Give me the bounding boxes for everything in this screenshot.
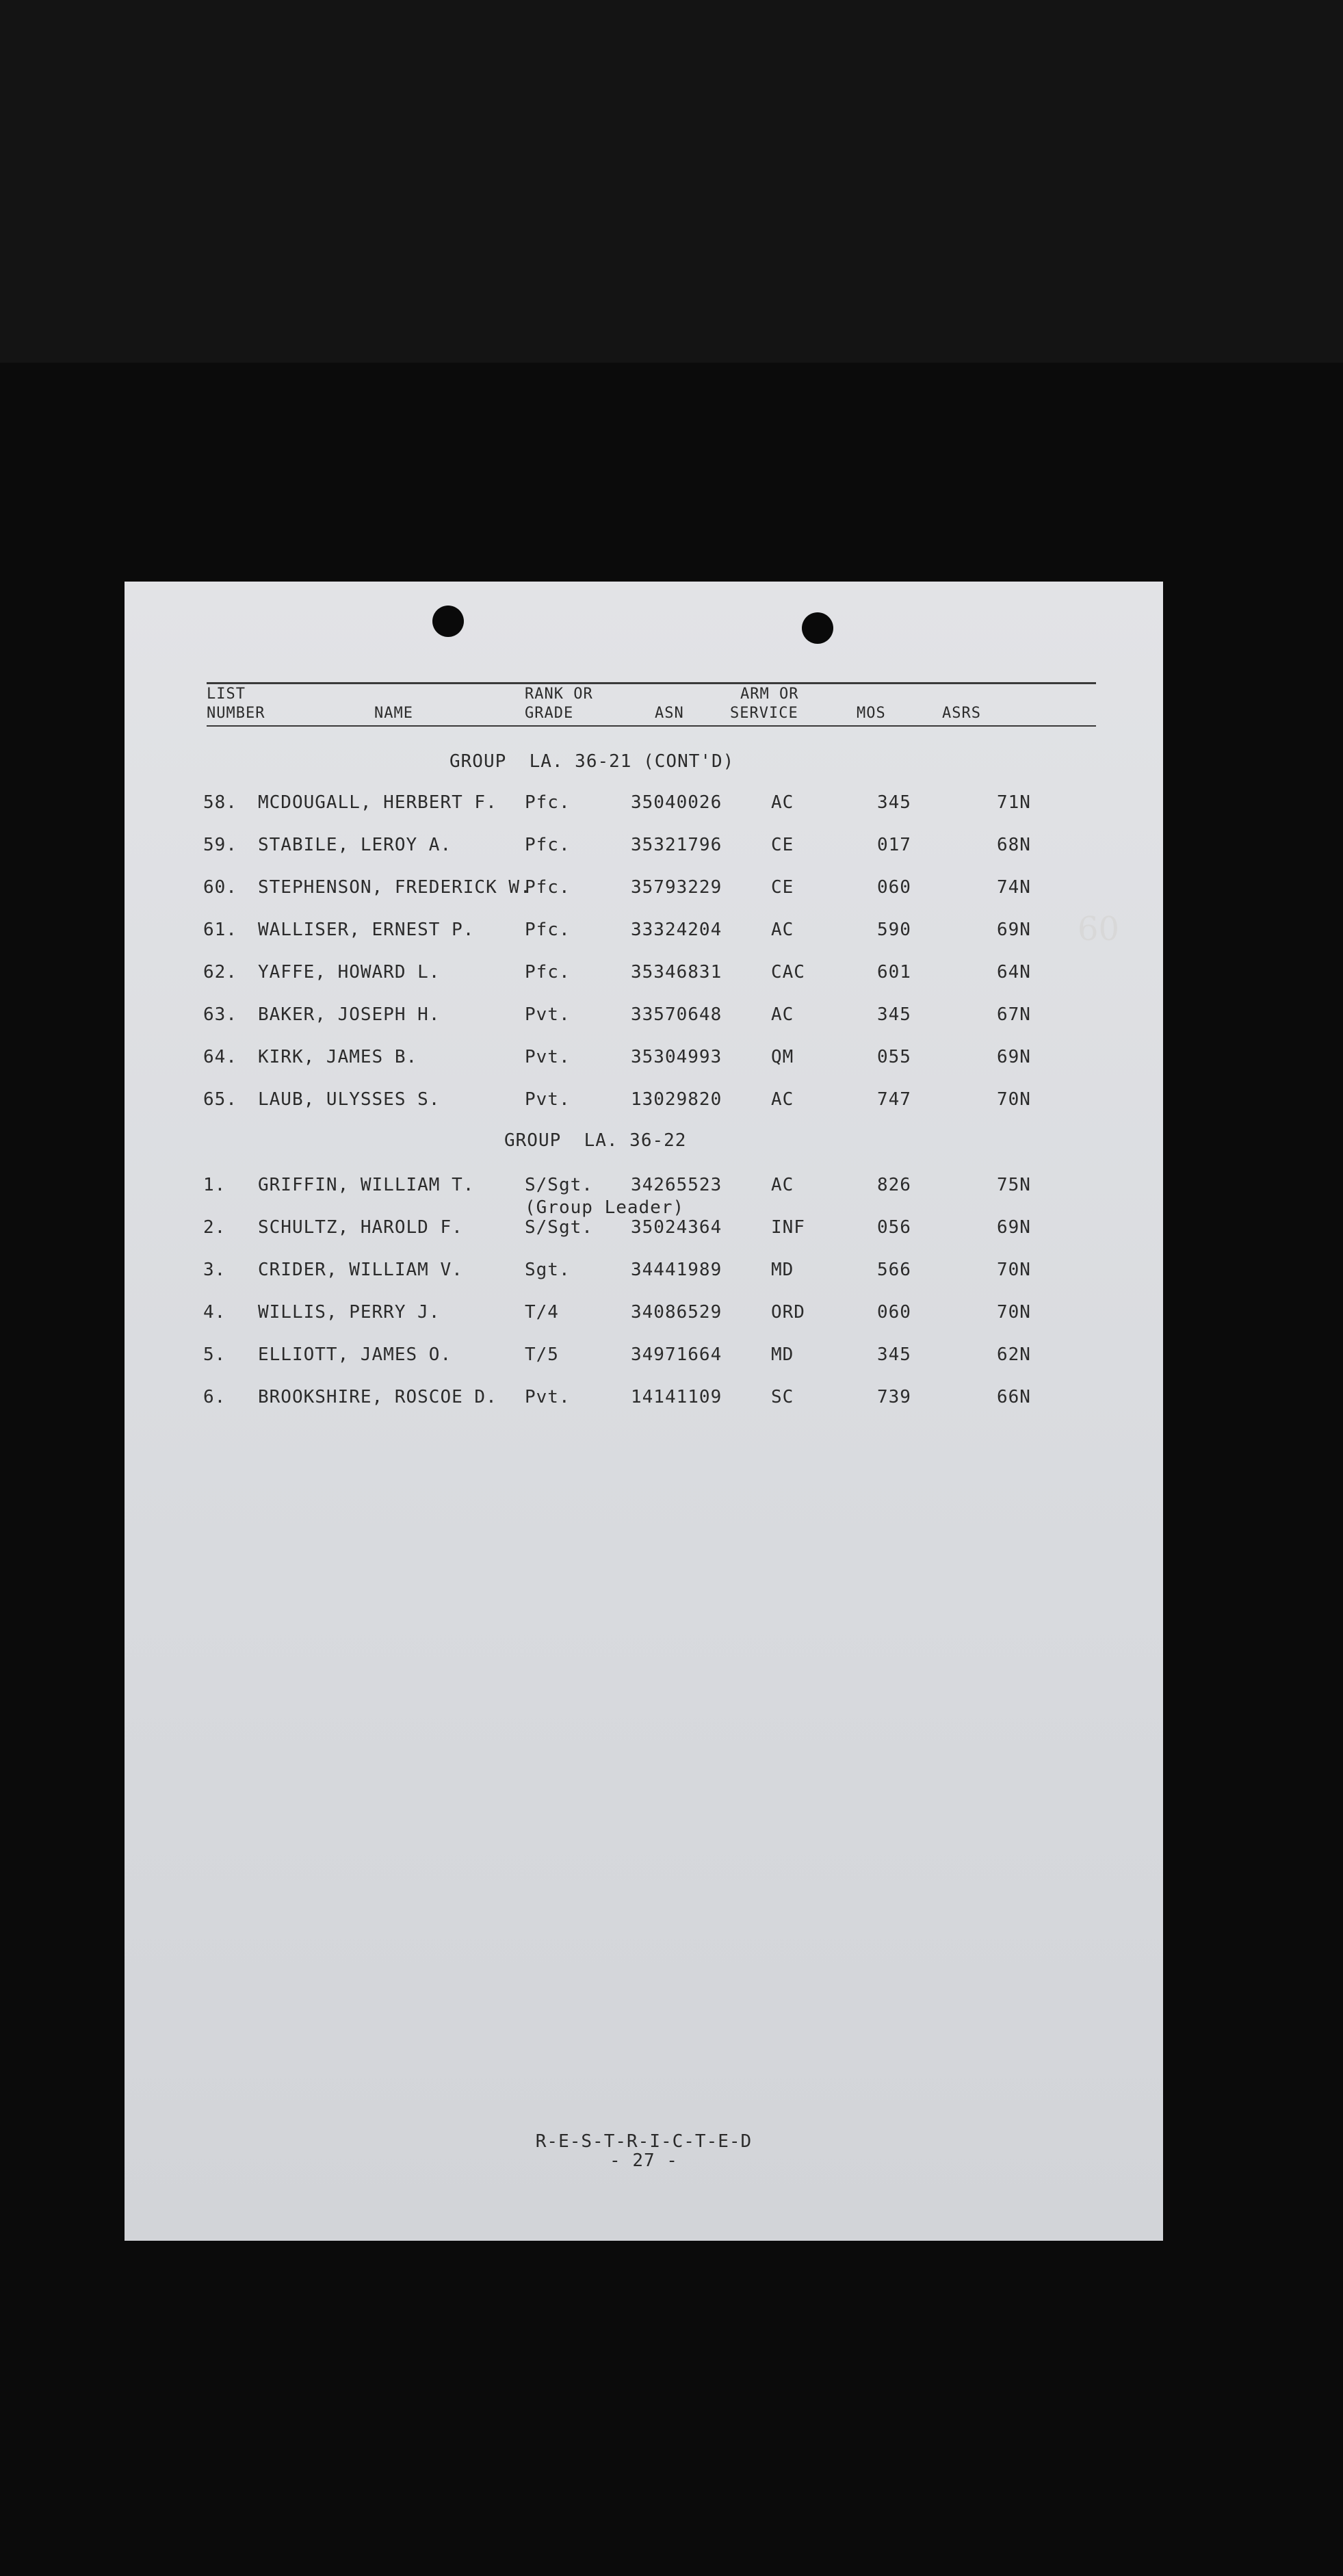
cell-num: 62. [203,962,237,983]
cell-arm: SC [771,1387,794,1407]
cell-arm: INF [771,1217,805,1238]
cell-rank: Pfc. [525,792,571,813]
cell-num: 1. [203,1175,226,1195]
cell-name: STABILE, LEROY A. [258,835,452,855]
cell-mos: 566 [877,1260,911,1280]
table-row [125,877,1163,907]
header-asrs: ASRS [942,705,981,722]
cell-asrs: 70N [997,1302,1031,1323]
table-row [125,1089,1163,1119]
cell-asrs: 69N [997,1047,1031,1067]
cell-mos: 747 [877,1089,911,1110]
header-mos: MOS [857,705,886,722]
cell-asrs: 68N [997,835,1031,855]
cell-arm: AC [771,792,794,813]
cell-asn: 34971664 [631,1344,722,1365]
header-asn: ASN [655,705,684,722]
cell-name: WILLIS, PERRY J. [258,1302,441,1323]
cell-asn: 13029820 [631,1089,722,1110]
cell-rank: Pvt. [525,1387,571,1407]
cell-rank: T/5 [525,1344,559,1365]
cell-mos: 056 [877,1217,911,1238]
cell-name: CRIDER, WILLIAM V. [258,1260,463,1280]
cell-mos: 739 [877,1387,911,1407]
cell-arm: CE [771,835,794,855]
cell-mos: 590 [877,920,911,940]
table-row [125,920,1163,950]
frame-number-stamp: 60 [1078,910,1120,948]
cell-num: 2. [203,1217,226,1238]
table-row [125,1302,1163,1332]
cell-mos: 017 [877,835,911,855]
cell-num: 59. [203,835,237,855]
cell-num: 5. [203,1344,226,1365]
group-leader-note: (Group Leader) [525,1197,685,1218]
cell-asn: 34086529 [631,1302,722,1323]
cell-asn: 34441989 [631,1260,722,1280]
table-row [125,835,1163,865]
cell-arm: CAC [771,962,805,983]
cell-rank: Pvt. [525,1004,571,1025]
cell-rank: S/Sgt. [525,1217,593,1238]
cell-mos: 345 [877,792,911,813]
cell-mos: 345 [877,1004,911,1025]
cell-rank: Pfc. [525,835,571,855]
cell-num: 64. [203,1047,237,1067]
header-grade: GRADE [525,705,574,722]
cell-rank: Pvt. [525,1047,571,1067]
header-service: SERVICE [730,705,798,722]
cell-arm: AC [771,1175,794,1195]
cell-name: STEPHENSON, FREDERICK W. [258,877,532,898]
cell-arm: CE [771,877,794,898]
table-row [125,1217,1163,1247]
cell-name: BROOKSHIRE, ROSCOE D. [258,1387,497,1407]
cell-rank: Sgt. [525,1260,571,1280]
cell-name: WALLISER, ERNEST P. [258,920,475,940]
cell-rank: S/Sgt. [525,1175,593,1195]
cell-rank: Pvt. [525,1089,571,1110]
group-heading: GROUP LA. 36-22 [504,1130,687,1151]
cell-mos: 055 [877,1047,911,1067]
cell-arm: MD [771,1260,794,1280]
table-row [125,1260,1163,1290]
cell-num: 58. [203,792,237,813]
page-number: - 27 - [610,2150,678,2171]
cell-arm: ORD [771,1302,805,1323]
cell-num: 61. [203,920,237,940]
cell-name: ELLIOTT, JAMES O. [258,1344,452,1365]
table-row [125,1344,1163,1375]
cell-mos: 601 [877,962,911,983]
header-number: NUMBER [207,705,265,722]
group-heading: GROUP LA. 36-21 (CONT'D) [449,751,735,772]
cell-arm: MD [771,1344,794,1365]
cell-asrs: 69N [997,1217,1031,1238]
cell-name: SCHULTZ, HAROLD F. [258,1217,463,1238]
cell-mos: 060 [877,877,911,898]
cell-asn: 35346831 [631,962,722,983]
header-name: NAME [374,705,413,722]
cell-rank: Pfc. [525,962,571,983]
header-top-rule [207,682,1096,684]
cell-name: KIRK, JAMES B. [258,1047,418,1067]
cell-rank: Pfc. [525,920,571,940]
document-page [125,582,1163,2241]
cell-name: MCDOUGALL, HERBERT F. [258,792,497,813]
cell-arm: QM [771,1047,794,1067]
cell-asrs: 69N [997,920,1031,940]
cell-asn: 35024364 [631,1217,722,1238]
cell-mos: 060 [877,1302,911,1323]
table-row [125,1387,1163,1417]
table-row [125,1047,1163,1077]
cell-asrs: 71N [997,792,1031,813]
cell-name: BAKER, JOSEPH H. [258,1004,441,1025]
table-row [125,1004,1163,1035]
cell-name: YAFFE, HOWARD L. [258,962,441,983]
cell-asrs: 70N [997,1089,1031,1110]
cell-asrs: 62N [997,1344,1031,1365]
cell-asn: 35040026 [631,792,722,813]
cell-rank: Pfc. [525,877,571,898]
cell-asn: 14141109 [631,1387,722,1407]
header-arm: ARM OR [740,686,799,703]
cell-arm: AC [771,920,794,940]
cell-asrs: 67N [997,1004,1031,1025]
cell-asn: 33324204 [631,920,722,940]
cell-num: 4. [203,1302,226,1323]
cell-num: 3. [203,1260,226,1280]
cell-num: 65. [203,1089,237,1110]
cell-mos: 826 [877,1175,911,1195]
header-list: LIST [207,686,246,703]
cell-asrs: 64N [997,962,1031,983]
cell-num: 60. [203,877,237,898]
header-bottom-rule [207,725,1096,727]
cell-arm: AC [771,1089,794,1110]
cell-rank: T/4 [525,1302,559,1323]
cell-asn: 35321796 [631,835,722,855]
punch-hole [802,612,833,644]
table-row [125,962,1163,992]
cell-name: GRIFFIN, WILLIAM T. [258,1175,475,1195]
cell-mos: 345 [877,1344,911,1365]
cell-asrs: 75N [997,1175,1031,1195]
classification-marking: R-E-S-T-R-I-C-T-E-D [535,2131,753,2152]
cell-asn: 35304993 [631,1047,722,1067]
cell-name: LAUB, ULYSSES S. [258,1089,441,1110]
cell-asrs: 70N [997,1260,1031,1280]
header-rank: RANK OR [525,686,593,703]
cell-asn: 35793229 [631,877,722,898]
cell-asrs: 66N [997,1387,1031,1407]
cell-num: 6. [203,1387,226,1407]
table-row [125,792,1163,822]
cell-asrs: 74N [997,877,1031,898]
cell-num: 63. [203,1004,237,1025]
cell-asn: 33570648 [631,1004,722,1025]
cell-asn: 34265523 [631,1175,722,1195]
cell-arm: AC [771,1004,794,1025]
punch-hole [432,606,464,637]
